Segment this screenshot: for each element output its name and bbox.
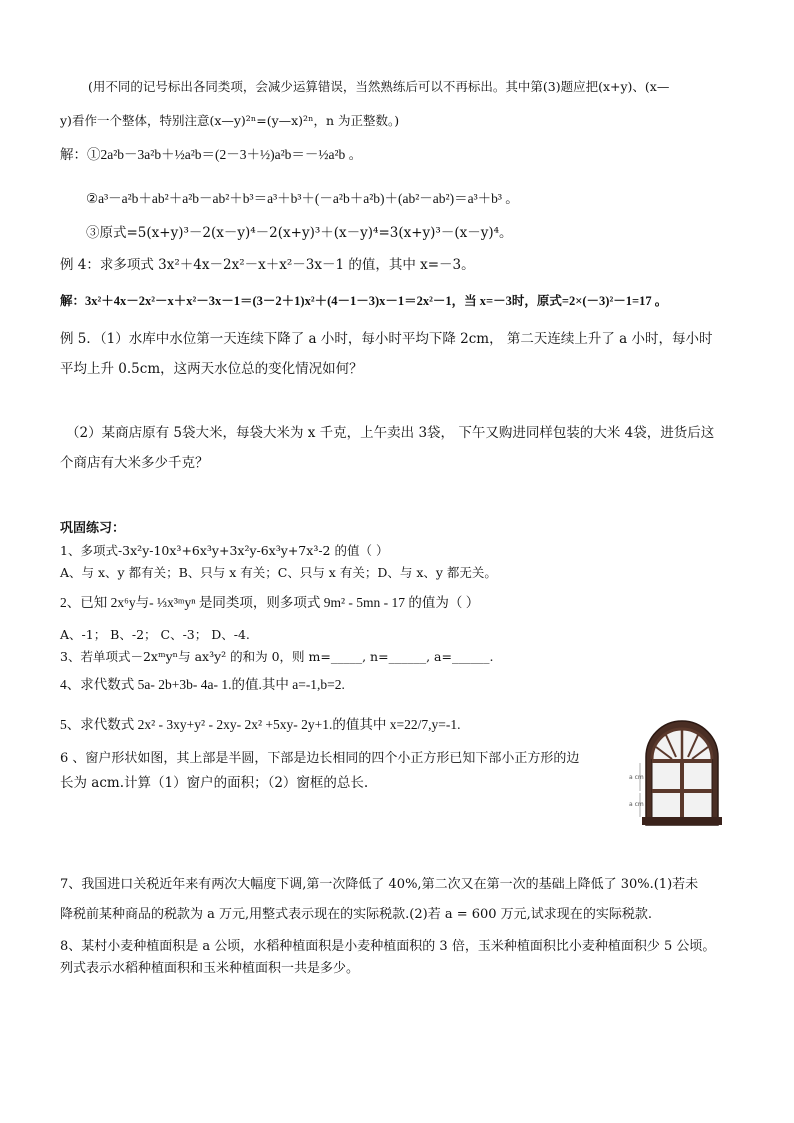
question-8: 8、某村小麦种植面积是 a 公顷，水稻种植面积是小麦种植面积的 3 倍，玉米种植面积比小麦种植面积少 5 公顷。 <box>60 939 716 954</box>
question-2-options: A、-1； B、-2； C、-3； D、-4. <box>60 627 250 642</box>
example-5-part2: （2）某商店原有 5袋大米，每袋大米为 x 千克，上午卖出 3袋， 下午又购进同样包装的大米 4袋，进货后这 <box>66 425 715 441</box>
example-5-part1-cont: 平均上升 0.5cm，这两天水位总的变化情况如何？ <box>60 361 363 377</box>
solution-3: ③原式=5(x+y)³－2(x－y)⁴－2(x+y)³＋(x－y)⁴=3(x+y)³－(x－y)⁴。 <box>86 225 513 241</box>
dim-label-bottom: a cm <box>629 801 644 808</box>
example-5-part1: 例 5．（1）水库中水位第一天连续下降了 a 小时，每小时平均下降 2cm， 第二天连续上升了 a 小时，每小时 <box>60 331 713 347</box>
example-5-part2-cont: 个商店有大米多少千克？ <box>60 455 209 471</box>
note-line-1: (用不同的记号标出各同类项，会减少运算错误，当然熟练后可以不再标出。其中第(3)题应把(x+y)、(x— <box>88 79 670 94</box>
question-4: 4、求代数式 5a- 2b+3b- 4a- 1.的值.其中 a=-1,b=2. <box>60 677 345 692</box>
question-1: 1、多项式-3x²y-10x³+6x³y+3x²y-6x³y+7x³-2 的值（ ） <box>60 543 389 558</box>
question-6-cont: 长为 acm.计算（1）窗户的面积；（2）窗框的总长. <box>60 775 369 791</box>
note-line-2: y)看作一个整体，特别注意(x—y)²ⁿ=(y—x)²ⁿ，n 为正整数。) <box>60 113 400 128</box>
example-4-solution: 解：3x²＋4x－2x²－x＋x²－3x－1＝(3－2＋1)x²＋(4－1－3)x－1＝2x²－1，当 x=－3时，原式=2×(－3)²－1=17 。 <box>60 294 668 308</box>
dim-label-top: a cm <box>629 774 644 781</box>
window-figure <box>626 705 736 827</box>
question-1-options: A、与 x、y 都有关；B、只与 x 有关；C、只与 x 有关；D、与 x、y 都无关。 <box>60 565 497 580</box>
practice-heading: 巩固练习： <box>60 521 126 536</box>
question-6: 6 、窗户形状如图，其上部是半圆，下部是边长相同的四个小正方形已知下部小正方形的边 <box>60 751 580 766</box>
question-7: 7、我国进口关税近年来有两次大幅度下调,第一次降低了 40%,第二次又在第一次的基础上降低了 30%.(1)若未 <box>60 877 699 892</box>
arched-window-illustration <box>626 705 736 827</box>
question-5: 5、求代数式 2x² - 3xy+y² - 2xy- 2x² +5xy- 2y+1.的值其中 x=22/7,y=-1. <box>60 717 461 732</box>
example-4: 例 4：求多项式 3x²＋4x－2x²－x＋x²－3x－1 的值，其中 x=－3。 <box>60 257 475 273</box>
solution-2: ②a³－a²b＋ab²＋a²b－ab²＋b³＝a³＋b³＋(－a²b＋a²b)＋(ab²－ab²)＝a³＋b³ 。 <box>86 191 519 206</box>
question-8-cont: 列式表示水稻种植面积和玉米种植面积一共是多少。 <box>60 961 360 976</box>
question-7-cont: 降税前某种商品的税款为 a 万元,用整式表示现在的实际税款.(2)若 a = 600 万元,试求现在的实际税款. <box>60 907 652 922</box>
question-3: 3、若单项式－2xᵐyⁿ与 ax³y² 的和为 0，则 m=_____, n=______, a=______. <box>60 649 494 664</box>
solution-1: 解：①2a²b－3a²b＋½a²b＝(2－3＋½)a²b＝－½a²b 。 <box>60 147 363 162</box>
question-2: 2、已知 2x⁶y与- ⅓x³ᵐyⁿ 是同类项，则多项式 9m² - 5mn - 17 的值为（ ） <box>60 595 480 610</box>
